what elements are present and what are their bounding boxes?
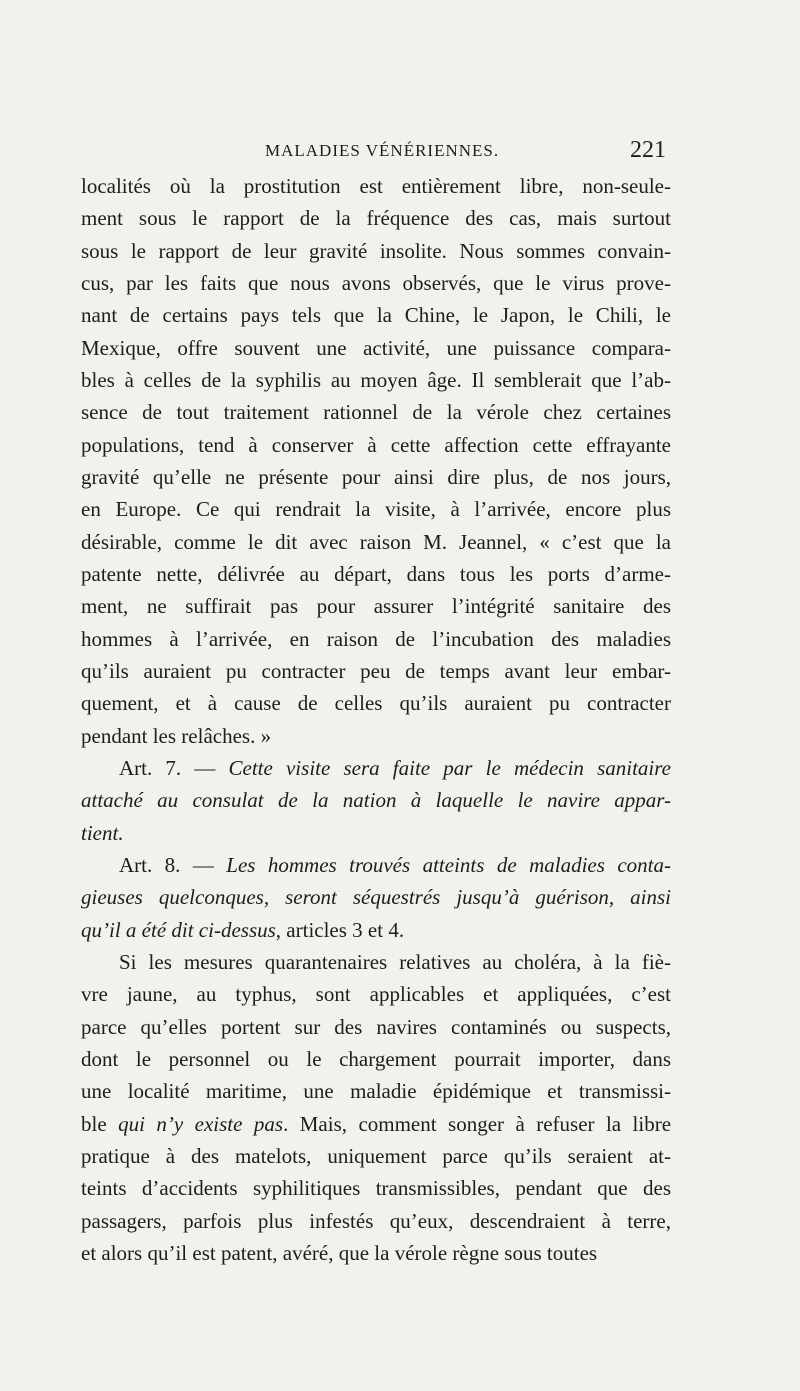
text-segment: populations, tend à conserver à cette affection cette effrayante: [81, 432, 671, 457]
text-segment: Art. 8. —: [119, 852, 227, 877]
text-segment: hommes à l’arrivée, en raison de l’incubation des maladies: [81, 626, 671, 651]
italic-text: qui n’y existe pas: [118, 1111, 284, 1136]
text-line: [81, 978, 671, 1010]
text-line: [81, 170, 671, 202]
italic-text: Cette visite sera faite par le médecin sanitaire: [228, 755, 671, 780]
text-line: [81, 493, 671, 525]
text-segment: quement, et à cause de celles qu’ils auraient pu contracter: [81, 691, 671, 716]
text-line: [81, 1237, 671, 1269]
text-segment: cus, par les faits que nous avons observés, que le virus prove-: [81, 270, 671, 295]
text-line: [119, 849, 671, 881]
text-segment: bles à celles de la syphilis au moyen âge. Il semblerait que l’ab-: [81, 367, 671, 392]
text-line: [81, 526, 671, 558]
text-segment: ment sous le rapport de la fréquence des cas, mais surtout: [81, 206, 671, 231]
text-line: [81, 687, 671, 719]
text-segment: gravité qu’elle ne présente pour ainsi dire plus, de nos jours,: [81, 464, 671, 489]
text-line: [81, 1205, 671, 1237]
text-line: [81, 558, 671, 590]
text-line: [81, 202, 671, 234]
text-line: [81, 1140, 671, 1172]
text-segment: désirable, comme le dit avec raison M. Jeannel, « c’est que la: [81, 529, 671, 554]
text-line: [81, 1172, 671, 1204]
text-line: [81, 914, 671, 946]
text-line: [81, 1043, 671, 1075]
page-number: 221: [630, 137, 666, 163]
text-line: [81, 881, 671, 913]
text-segment: qu’ils auraient pu contracter peu de temps avant leur embar-: [81, 658, 671, 683]
text-segment: sence de tout traitement rationnel de la vérole chez certaines: [81, 400, 671, 425]
text-line: [81, 235, 671, 267]
text-segment: ment, ne suffirait pas pour assurer l’intégrité sanitaire des: [81, 594, 671, 619]
text-line: [81, 1108, 671, 1140]
text-segment: teints d’accidents syphilitiques transmissibles, pendant que des: [81, 1176, 671, 1201]
text-segment: . Mais, comment songer à refuser la libre: [283, 1111, 671, 1136]
text-line: [81, 1011, 671, 1043]
text-line: [81, 364, 671, 396]
text-line: [81, 784, 671, 816]
text-segment: une localité maritime, une maladie épidémique et transmissi-: [81, 1079, 671, 1104]
text-segment: sous le rapport de leur gravité insolite. Nous sommes convain-: [81, 238, 671, 263]
text-line: [81, 720, 671, 752]
text-line: [81, 817, 671, 849]
text-line: [81, 396, 671, 428]
text-line: [81, 1075, 671, 1107]
italic-text: attaché au consulat de la nation à laquelle le navire appar-: [81, 788, 671, 813]
italic-text: gieuses quelconques, seront séquestrés jusqu’à guérison, ainsi: [81, 885, 671, 910]
running-title: MALADIES VÉNÉRIENNES.: [265, 141, 500, 160]
text-segment: nant de certains pays tels que la Chine, le Japon, le Chili, le: [81, 303, 671, 328]
text-segment: Si les mesures quarantenaires relatives au choléra, à la fiè-: [119, 949, 671, 974]
text-segment: parce qu’elles portent sur des navires contaminés ou suspects,: [81, 1014, 671, 1039]
text-line: [81, 299, 671, 331]
text-segment: en Europe. Ce qui rendrait la visite, à l’arrivée, encore plus: [81, 497, 671, 522]
text-segment: passagers, parfois plus infestés qu’eux, descendraient à terre,: [81, 1208, 671, 1233]
text-segment: pendant les relâches. »: [81, 723, 272, 748]
italic-text: Les hommes trouvés atteints de maladies conta-: [226, 852, 671, 877]
text-segment: Mexique, offre souvent une activité, une puissance compara-: [81, 335, 671, 360]
text-segment: et alors qu’il est patent, avéré, que la vérole règne sous toutes: [81, 1240, 598, 1265]
italic-text: qu’il a été dit ci-dessus: [81, 917, 276, 942]
text-segment: dont le personnel ou le chargement pourrait importer, dans: [81, 1046, 671, 1071]
text-segment: localités où la prostitution est entièrement libre, non-seule-: [81, 174, 671, 198]
text-line: [81, 623, 671, 655]
page-header: [265, 137, 670, 167]
text-line: [81, 461, 671, 493]
text-segment: Art. 7. —: [119, 755, 229, 780]
text-line: [81, 267, 671, 299]
italic-text: tient.: [81, 820, 124, 845]
text-line: [81, 429, 671, 461]
text-segment: patente nette, délivrée au départ, dans tous les ports d’arme-: [81, 561, 671, 586]
text-segment: ble: [81, 1111, 119, 1136]
text-line: [81, 590, 671, 622]
text-line: [81, 332, 671, 364]
text-line: [81, 655, 671, 687]
text-segment: , articles 3 et 4.: [275, 917, 405, 942]
text-segment: pratique à des matelots, uniquement parce qu’ils seraient at-: [81, 1143, 671, 1168]
text-segment: vre jaune, au typhus, sont applicables et appliquées, c’est: [81, 982, 671, 1007]
text-line: [119, 946, 671, 978]
text-line: [119, 752, 671, 784]
